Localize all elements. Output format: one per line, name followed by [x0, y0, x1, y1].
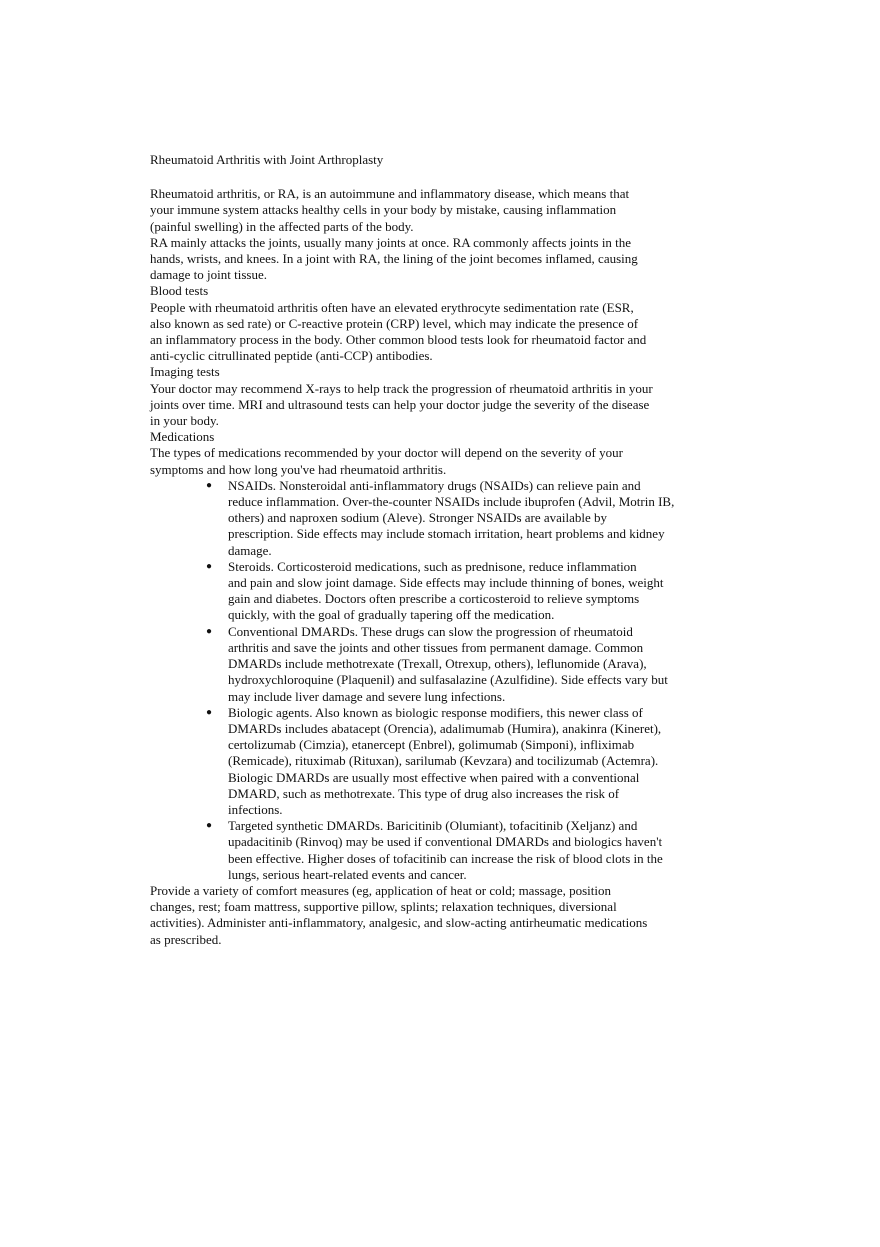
medications-line: The types of medications recommended by your doctor will depend on the severity of your	[150, 445, 623, 461]
bullet-icon: ●	[206, 560, 213, 572]
list-item-line: reduce inflammation. Over-the-counter NSAIDs include ibuprofen (Advil, Motrin IB,	[228, 494, 675, 510]
imaging-tests-line: Your doctor may recommend X-rays to help track the progression of rheumatoid arthritis in your	[150, 380, 653, 396]
list-item-line: may include liver damage and severe lung infections.	[228, 688, 506, 704]
document-title: Rheumatoid Arthritis with Joint Arthroplasty	[150, 152, 384, 167]
list-item-line: prescription. Side effects may include stomach irritation, heart problems and kidney	[228, 526, 665, 542]
list-item-biologic-agents	[150, 705, 710, 818]
bullet-icon: ●	[206, 820, 213, 832]
bullet-icon: ●	[206, 625, 213, 637]
medications-line: symptoms and how long you've had rheumatoid arthritis.	[150, 461, 447, 477]
list-item-line: and pain and slow joint damage. Side effects may include thinning of bones, weight	[228, 575, 664, 591]
list-item-line: Biologic DMARDs are usually most effective when paired with a conventional	[228, 769, 640, 785]
list-item-targeted-synthetic-dmards	[150, 818, 710, 883]
imaging-tests-section	[150, 364, 710, 429]
list-item-line: arthritis and save the joints and other tissues from permanent damage. Common	[228, 639, 644, 655]
list-item-line: others) and naproxen sodium (Aleve). Stronger NSAIDs are available by	[228, 510, 608, 526]
intro-line: (painful swelling) in the affected parts of the body.	[150, 218, 414, 234]
list-item-line: DMARD, such as methotrexate. This type of drug also increases the risk of	[228, 785, 620, 801]
list-item-line: DMARDs includes abatacept (Orencia), adalimumab (Humira), anakinra (Kineret),	[228, 720, 662, 736]
closing-line: as prescribed.	[150, 931, 222, 947]
closing-line: changes, rest; foam mattress, supportive pillow, splints; relaxation techniques, diversional	[150, 899, 617, 915]
list-item-steroids	[150, 559, 710, 624]
list-item-nsaids	[150, 478, 710, 559]
blood-tests-line: People with rheumatoid arthritis often have an elevated erythrocyte sedimentation rate (ESR,	[150, 299, 634, 315]
list-item-line: infections.	[228, 801, 283, 817]
list-item-line: damage.	[228, 542, 272, 558]
list-item-line: Steroids. Corticosteroid medications, such as prednisone, reduce inflammation	[228, 558, 637, 574]
closing-section	[150, 883, 710, 948]
blood-tests-heading: Blood tests	[150, 283, 209, 299]
medications-heading: Medications	[150, 429, 215, 445]
list-item-line: Targeted synthetic DMARDs. Baricitinib (Olumiant), tofacitinib (Xeljanz) and	[228, 818, 638, 834]
blood-tests-line: an inflammatory process in the body. Other common blood tests look for rheumatoid factor and	[150, 332, 647, 348]
intro-line: hands, wrists, and knees. In a joint with RA, the lining of the joint becomes inflamed, causing	[150, 251, 638, 267]
medications-list	[150, 478, 710, 883]
list-item-line: Biologic agents. Also known as biologic response modifiers, this newer class of	[228, 704, 643, 720]
intro-line: damage to joint tissue.	[150, 267, 267, 283]
blood-tests-line: also known as sed rate) or C-reactive protein (CRP) level, which may indicate the presence of	[150, 315, 639, 331]
bullet-icon: ●	[206, 706, 213, 718]
list-item-line: been effective. Higher doses of tofacitinib can increase the risk of blood clots in the	[228, 850, 663, 866]
list-item-line: DMARDs include methotrexate (Trexall, Otrexup, others), leflunomide (Arava),	[228, 656, 647, 672]
list-item-line: NSAIDs. Nonsteroidal anti-inflammatory drugs (NSAIDs) can relieve pain and	[228, 477, 641, 493]
list-item-line: certolizumab (Cimzia), etanercept (Enbrel), golimumab (Simponi), infliximab	[228, 737, 635, 753]
list-item-line: (Remicade), rituximab (Rituxan), sarilumab (Kevzara) and tocilizumab (Actemra).	[228, 753, 659, 769]
imaging-tests-line: joints over time. MRI and ultrasound tests can help your doctor judge the severity of the disease	[150, 396, 650, 412]
document-page	[150, 152, 710, 948]
list-item-line: hydroxychloroquine (Plaquenil) and sulfasalazine (Azulfidine). Side effects vary but	[228, 672, 668, 688]
intro-line: Rheumatoid arthritis, or RA, is an autoimmune and inflammatory disease, which means that	[150, 186, 630, 202]
list-item-conventional-dmards	[150, 624, 710, 705]
closing-line: Provide a variety of comfort measures (eg, application of heat or cold; massage, position	[150, 882, 611, 898]
bullet-icon: ●	[206, 479, 213, 491]
blood-tests-line: anti-cyclic citrullinated peptide (anti-CCP) antibodies.	[150, 348, 433, 364]
list-item-line: lungs, serious heart-related events and cancer.	[228, 866, 467, 882]
list-item-line: upadacitinib (Rinvoq) may be used if conventional DMARDs and biologics haven't	[228, 834, 663, 850]
list-item-line: gain and diabetes. Doctors often prescribe a corticosteroid to relieve symptoms	[228, 591, 640, 607]
intro-line: your immune system attacks healthy cells in your body by mistake, causing inflammation	[150, 202, 617, 218]
list-item-line: Conventional DMARDs. These drugs can slow the progression of rheumatoid	[228, 623, 633, 639]
intro-section	[150, 186, 710, 283]
intro-line: RA mainly attacks the joints, usually many joints at once. RA commonly affects joints in the	[150, 234, 632, 250]
list-item-line: quickly, with the goal of gradually tapering off the medication.	[228, 607, 555, 623]
medications-section	[150, 429, 710, 883]
closing-line: activities). Administer anti-inflammatory, analgesic, and slow-acting antirheumatic medications	[150, 915, 648, 931]
imaging-tests-line: in your body.	[150, 413, 219, 429]
imaging-tests-heading: Imaging tests	[150, 364, 220, 380]
blood-tests-section	[150, 283, 710, 364]
